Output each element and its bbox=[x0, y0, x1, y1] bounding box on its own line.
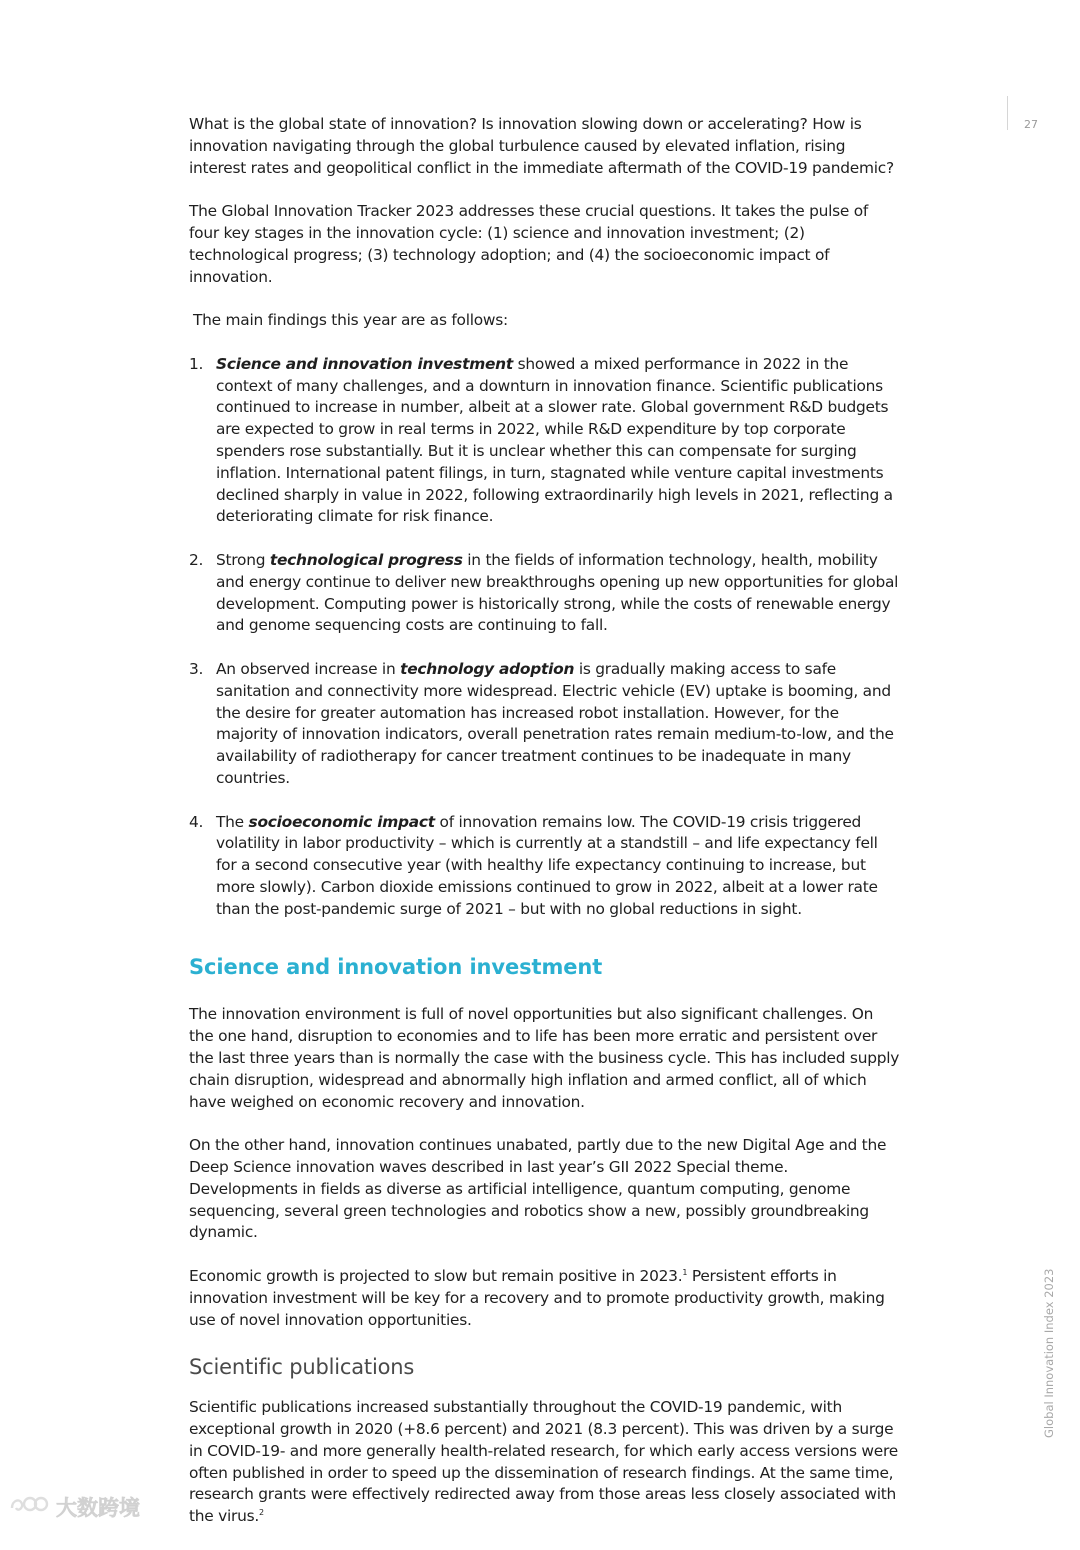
findings-list bbox=[189, 354, 901, 921]
finding-emphasis: socioeconomic impact bbox=[248, 812, 435, 831]
finding-number: 3. bbox=[189, 659, 204, 678]
footnote-ref-1[interactable]: 1 bbox=[682, 1267, 688, 1277]
finding-emphasis: technological progress bbox=[269, 550, 463, 569]
side-running-title: Global Innovation Index 2023 bbox=[1042, 1268, 1056, 1438]
finding-item bbox=[189, 550, 901, 637]
section-heading: Science and innovation investment bbox=[189, 955, 603, 980]
watermark bbox=[8, 1492, 140, 1522]
footnote-ref-2[interactable]: 2 bbox=[259, 1508, 264, 1518]
section-paragraph-3-a: Economic growth is projected to slow but remain positive in 2023. bbox=[189, 1267, 683, 1286]
page-number: 27 bbox=[1024, 118, 1038, 131]
finding-text-after: in the fields of information technology, health, mobility and energy continue to deliver new breakthroughs opening up new opportunities for global development. Computing power is historically strong, while the costs of renewable energy and genome sequencing costs are continuing to fall. bbox=[216, 550, 899, 635]
finding-number: 2. bbox=[189, 550, 204, 569]
finding-text-after: of innovation remains low. The COVID-19 crisis triggered volatility in labor productivity – which is currently at a standstill – and life expectancy fell for a second consecutive year (with healthy life expectancy continuing to increase, but more slowly). Carbon dioxide emissions continued to grow in 2022, albeit at a lower rate than the post-pandemic surge of 2021 – but with no global reductions in sight. bbox=[216, 812, 878, 918]
finding-number: 4. bbox=[189, 812, 204, 831]
subsection-paragraph-1-text: Scientific publications increased substantially throughout the COVID-19 pandemic, with exceptional growth in 2020 (+8.6 percent) and 2021 (8.3 percent). This was driven by a surge in COVID-19- and more generally health-related research, for which early access versions were often published in order to speed up the dissemination of research findings. At the same time, research grants were effectively redirected away from those areas less closely associated with the virus. bbox=[189, 1398, 898, 1526]
section-paragraph-3-b: Persistent efforts in innovation investment will be key for a recovery and to promote productivity growth, making use of novel innovation opportunities. bbox=[189, 1267, 885, 1329]
finding-text-before: The bbox=[216, 812, 249, 831]
finding-text-after: showed a mixed performance in 2022 in the context of many challenges, and a downturn in innovation finance. Scientific publications continued to increase in number, albeit at a slower rate. Global government R&D budgets are expected to grow in real terms in 2022, while R&D expenditure by top corporate spenders rose substantially. But it is unclear whether this can compensate for surging inflation. International patent filings, in turn, stagnated while venture capital investments declined sharply in value in 2022, following extraordinarily high levels in 2021, reflecting a deteriorating climate for risk finance. bbox=[216, 354, 893, 526]
watermark-logo-icon bbox=[8, 1494, 50, 1520]
finding-text-after: is gradually making access to safe sanitation and connectivity more widespread. Electric vehicle (EV) uptake is booming, and the desire for greater automation has increased robot installation. However, for the majority of innovation indicators, overall penetration rates remain medium-to-low, and the availability of radiotherapy for cancer treatment continues to be inadequate in many countries. bbox=[216, 659, 894, 787]
finding-text-before: An observed increase in bbox=[216, 659, 401, 678]
finding-emphasis: technology adoption bbox=[400, 659, 575, 678]
page-content bbox=[189, 114, 901, 1550]
finding-text-before: Strong bbox=[216, 550, 270, 569]
finding-item bbox=[189, 812, 901, 921]
finding-emphasis: Science and innovation investment bbox=[216, 354, 513, 373]
section-paragraph-2: On the other hand, innovation continues unabated, partly due to the new Digital Age and the Deep Science innovation waves described in last year’s GII 2022 Special theme. Developments in fields as diverse as artificial intelligence, quantum computing, genome sequencing, several green technologies and robotics show a new, possibly groundbreaking dynamic. bbox=[189, 1136, 887, 1242]
finding-item bbox=[189, 354, 901, 528]
intro-paragraph-2: The Global Innovation Tracker 2023 addresses these crucial questions. It takes the pulse of four key stages in the innovation cycle: (1) science and innovation investment; (2) technological progress; (3) technology adoption; and (4) the socioeconomic impact of innovation. bbox=[189, 202, 869, 286]
intro-paragraph-3: The main findings this year are as follows: bbox=[193, 311, 508, 330]
section-paragraph-3 bbox=[189, 1266, 901, 1331]
page-rule bbox=[1007, 96, 1008, 130]
subsection-paragraph-1 bbox=[189, 1397, 901, 1528]
subsection-heading: Scientific publications bbox=[189, 1355, 415, 1380]
finding-item bbox=[189, 659, 901, 790]
finding-number: 1. bbox=[189, 354, 204, 373]
section-paragraph-1: The innovation environment is full of novel opportunities but also significant challenges. On the one hand, disruption to economies and to life has been more erratic and persistent over the last three years than is normally the case with the business cycle. This has included supply chain disruption, widespread and abnormally high inflation and armed conflict, all of which have weighed on economic recovery and innovation. bbox=[189, 1005, 900, 1111]
intro-paragraph-1: What is the global state of innovation? Is innovation slowing down or accelerating? How is innovation navigating through the global turbulence caused by elevated inflation, rising interest rates and geopolitical conflict in the immediate aftermath of the COVID-19 pandemic? bbox=[189, 115, 894, 177]
watermark-text: 大数跨境 bbox=[56, 1496, 140, 1520]
